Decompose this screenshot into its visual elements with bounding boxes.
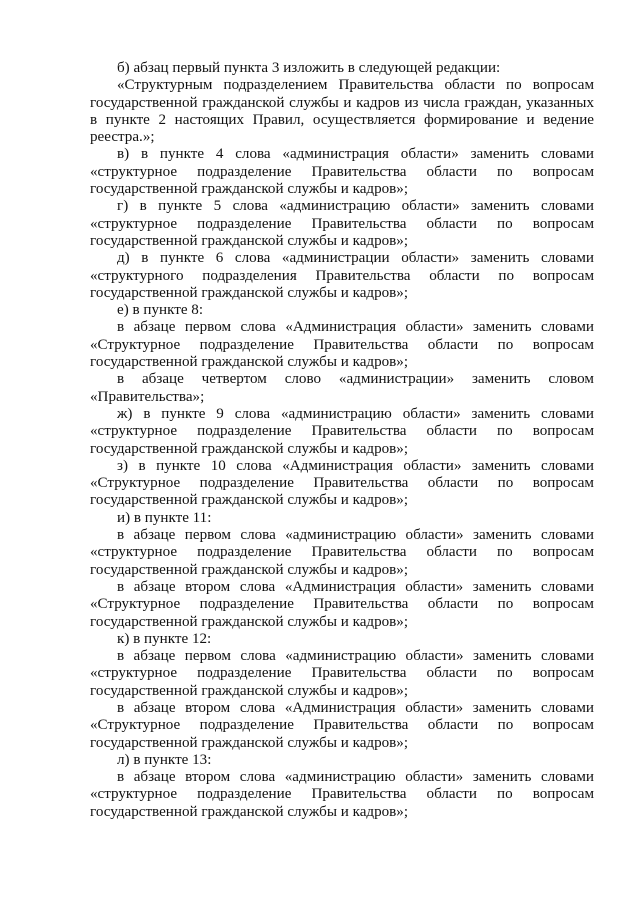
paragraph-item11-second: в абзаце втором слова «Администрация области» заменить словами «Структурное подразделение Правительства области по вопросам государственной гражданской службы и кадров»; bbox=[90, 578, 594, 630]
paragraph-d-item6: д) в пункте 6 слова «администрации области» заменить словами «структурного подразделения Правительства области по вопросам государственной гражданской службы и кадров»; bbox=[90, 250, 594, 301]
paragraph-item12-second: в абзаце втором слова «Администрация области» заменить словами «Структурное подразделение Правительства области по вопросам государственной гражданской службы и кадров»; bbox=[90, 699, 594, 751]
paragraph-z-item10: з) в пункте 10 слова «Администрация области» заменить словами «Структурное подразделение Правительства области по вопросам государственной гражданской службы и кадров»; bbox=[90, 457, 594, 509]
paragraph-b-item3: б) абзац первый пункта 3 изложить в следующей редакции: bbox=[117, 60, 501, 76]
document-page bbox=[90, 60, 594, 821]
paragraph-zh-item9: ж) в пункте 9 слова «администрацию области» заменить словами «структурное подразделение Правительства области по вопросам государственной гражданской службы и кадров»; bbox=[90, 405, 594, 457]
paragraph-k-item12: к) в пункте 12: bbox=[117, 630, 212, 647]
paragraph-item13-second: в абзаце втором слова «администрацию области» заменить словами «структурное подразделение Правительства области по вопросам государственной гражданской службы и кадров»; bbox=[90, 769, 594, 820]
paragraph-item12-first: в абзаце первом слова «администрацию области» заменить словами «структурное подразделение Правительства области по вопросам государственной гражданской службы и кадров»; bbox=[90, 648, 594, 699]
paragraph-item11-first: в абзаце первом слова «администрацию области» заменить словами «структурное подразделение Правительства области по вопросам государственной гражданской службы и кадров»; bbox=[90, 527, 594, 578]
paragraph-i-item11: и) в пункте 11: bbox=[117, 509, 212, 526]
paragraph-item8-fourth: в абзаце четвертом слово «администрации» заменить словом «Правительства»; bbox=[90, 371, 594, 405]
paragraph-g-item5: г) в пункте 5 слова «администрацию области» заменить словами «структурное подразделение Правительства области по вопросам государственной гражданской службы и кадров»; bbox=[90, 198, 594, 249]
paragraph-l-item13: л) в пункте 13: bbox=[117, 751, 212, 768]
paragraph-quote-registry: «Структурным подразделением Правительства области по вопросам государственной гражданской службы и кадров из числа граждан, указанных в пункте 2 настоящих Правил, осуществляется формирование и ведение реестра.»; bbox=[90, 77, 594, 146]
paragraph-e-item8: е) в пункте 8: bbox=[117, 302, 204, 319]
paragraph-item8-first: в абзаце первом слова «Администрация области» заменить словами «Структурное подразделение Правительства области по вопросам государственной гражданской службы и кадров»; bbox=[90, 319, 594, 371]
paragraph-v-item4: в) в пункте 4 слова «администрация области» заменить словами «структурное подразделение Правительства области по вопросам государственной гражданской службы и кадров»; bbox=[90, 146, 594, 198]
